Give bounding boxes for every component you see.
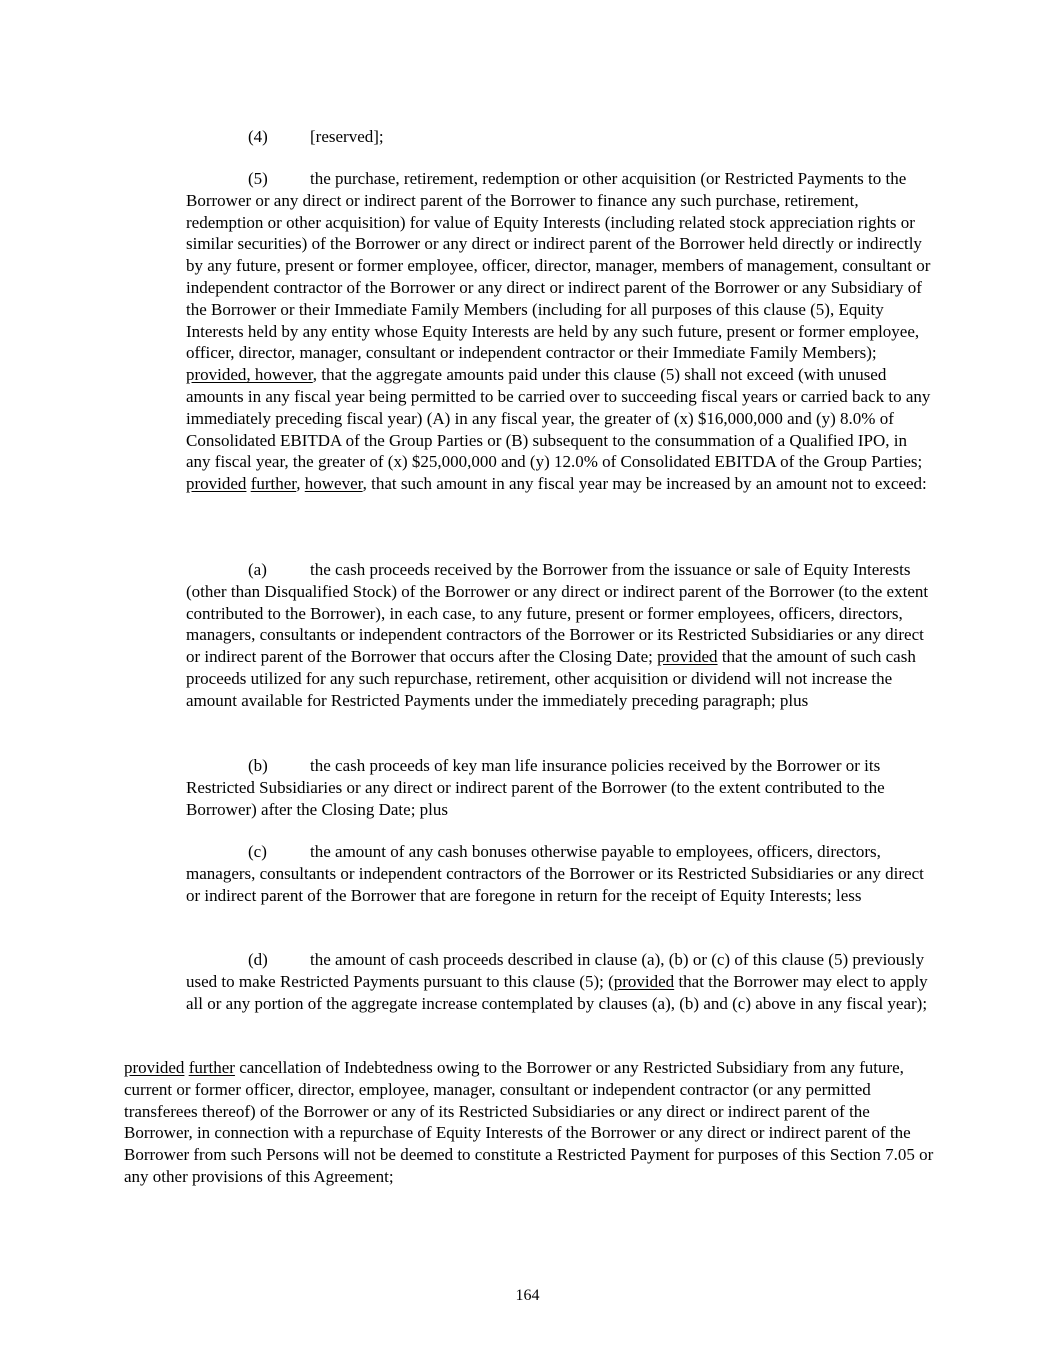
clause-c: [186, 841, 932, 906]
clause-5-text-1: the purchase, retirement, redemption or other acquisition (or Restricted Payments to the Borrower or any direct or indirect parent of the Borrower to finance any such purchase, retirement, redemption or other acquisition) for value of Equity Interests (including related stock appreciation rights or similar securities) of the Borrower or any direct or indirect parent of the Borrower held directly or indirectly by any future, present or former employee, officer, director, manager, members of management, consultant or independent contractor of the Borrower or any direct or indirect parent of the Borrower or any Subsidiary of the Borrower or their Immediate Family Members (including for all purposes of this clause (5), Equity Interests held by any entity whose Equity Interests are held by any such future, present or former employee, officer, director, manager, consultant or independent contractor or their Immediate Family Members);: [186, 169, 931, 363]
clause-a: [186, 559, 932, 712]
clause-d-number: (d): [248, 950, 268, 969]
provided-term: provided: [124, 1058, 185, 1077]
provided-term: provided: [186, 474, 247, 494]
clause-4-number: (4): [248, 127, 268, 146]
clause-a-text-1: the cash proceeds received by the Borrower from the issuance or sale of Equity Interests (other than Disqualified Stock) of the Borrower or any direct or indirect parent of the Borrower (to the extent contributed to the Borrower), in each case, to any future, present or former employees, officers, directors, managers, consultants or independent contractors of the Borrower or its Restricted Subsidiaries or any direct or indirect parent of the Borrower that occurs after the Closing Date;: [186, 560, 929, 667]
clause-b-number: (b): [248, 756, 268, 775]
however-term: however: [304, 474, 363, 494]
clause-b: [186, 755, 932, 820]
clause-d-text-1: the amount of cash proceeds described in clause (a), (b) or (c) of this clause (5) previously used to make Restricted Payments pursuant to this clause (5); (: [186, 950, 925, 991]
page-number: 164: [515, 1287, 540, 1304]
clause-d: [186, 949, 932, 1014]
clause-d-text-2: that the Borrower may elect to apply all or any portion of the aggregate increase contemplated by clauses (a), (b) and (c) above in any fiscal year);: [186, 971, 928, 1013]
clause-a-text-2: that the amount of such cash proceeds utilized for any such repurchase, retirement, other acquisition or dividend will not increase the amount available for Restricted Payments under the immediately preceding paragraph; plus: [186, 647, 916, 710]
clause-c-number: (c): [248, 842, 267, 861]
further-term: further: [250, 474, 297, 494]
clause-4-text: [reserved];: [310, 127, 384, 146]
provided-term: provided: [657, 647, 718, 667]
clause-b-text: the cash proceeds of key man life insurance policies received by the Borrower or its Restricted Subsidiaries or any direct or indirect parent of the Borrower (to the extent contributed to the Borrower) after the Closing Date; plus: [186, 756, 885, 819]
clause-a-number: (a): [248, 560, 267, 579]
provided-however-term: provided, however: [186, 365, 313, 385]
clause-c-text: the amount of any cash bonuses otherwise payable to employees, officers, directors, managers, consultants or independent contractors of the Borrower or its Restricted Subsidiaries or any direct or indirect parent of the Borrower that are foregone in return for the receipt of Equity Interests; less: [186, 842, 924, 905]
clause-5-text-2: , that the aggregate amounts paid under this clause (5) shall not exceed (with unused amounts in any fiscal year being permitted to be carried over to succeeding fiscal years or carried back to any immediately preceding fiscal year) (A) in any fiscal year, the greater of (x) $16,000,000 and (y) 8.0% of Consolidated EBITDA of the Group Parties or (B) subsequent to the consummation of a Qualified IPO, in any fiscal year, the greater of (x) $25,000,000 and (y) 12.0% of Consolidated EBITDA of the Group Parties;: [186, 365, 931, 472]
further-term: further: [188, 1058, 235, 1077]
clause-5-text-3: , that such amount in any fiscal year may be increased by an amount not to exceed:: [362, 474, 927, 494]
clause-5: (5) the purchase, retirement, redemption or other acquisition (or Restricted Payments to the Borrower or any direct or indirect parent of the Borrower to finance any such purchase, retirement, redemption or other acquisition) for value of Equity Interests (including related stock appreciation rights or similar securities) of the Borrower or any direct or indirect parent of the Borrower held directly or indirectly by any future, present or former employee, officer, director, manager, members of management, consultant or independent contractor of the Borrower or any direct or indirect parent of the Borrower or any Subsidiary of the Borrower or their Immediate Family Members (including for all purposes of this clause (5), Equity Interests held by any entity whose Equity Interests are held by any such future, present or former employee, officer, director, manager, consultant or independent contractor or their Immediate Family Members); provided, however, that the aggregate amounts paid under this clause (5) shall not exceed (with unused amounts in any fiscal year being permitted to be carried over to succeeding fiscal years or carried back to any immediately preceding fiscal year) (A) in any fiscal year, the greater of (x) $16,000,000 and (y) 8.0% of Consolidated EBITDA of the Group Parties or (B) subsequent to the consummation of a Qualified IPO, in any fiscal year, the greater of (x) $25,000,000 and (y) 12.0% of Consolidated EBITDA of the Group Parties; provided further, however, that such amount in any fiscal year may be increased by an amount not to exceed:: [186, 169, 931, 494]
provided-term: provided: [613, 971, 675, 991]
clause-4: [248, 126, 948, 148]
closing-text: cancellation of Indebtedness owing to the Borrower or any Restricted Subsidiary from any future, current or former officer, director, employee, manager, consultant or independent contractor (or any permitted transferees thereof) of the Borrower or any of its Restricted Subsidiaries or any direct or indirect parent of the Borrower, in connection with a repurchase of Equity Interests of the Borrower or any direct or indirect parent of the Borrower from such Persons will not be deemed to constitute a Restricted Payment for purposes of this Section 7.05 or any other provisions of this Agreement;: [124, 1058, 934, 1186]
clause-5-number: (5): [248, 169, 268, 188]
closing-paragraph: [124, 1057, 936, 1188]
